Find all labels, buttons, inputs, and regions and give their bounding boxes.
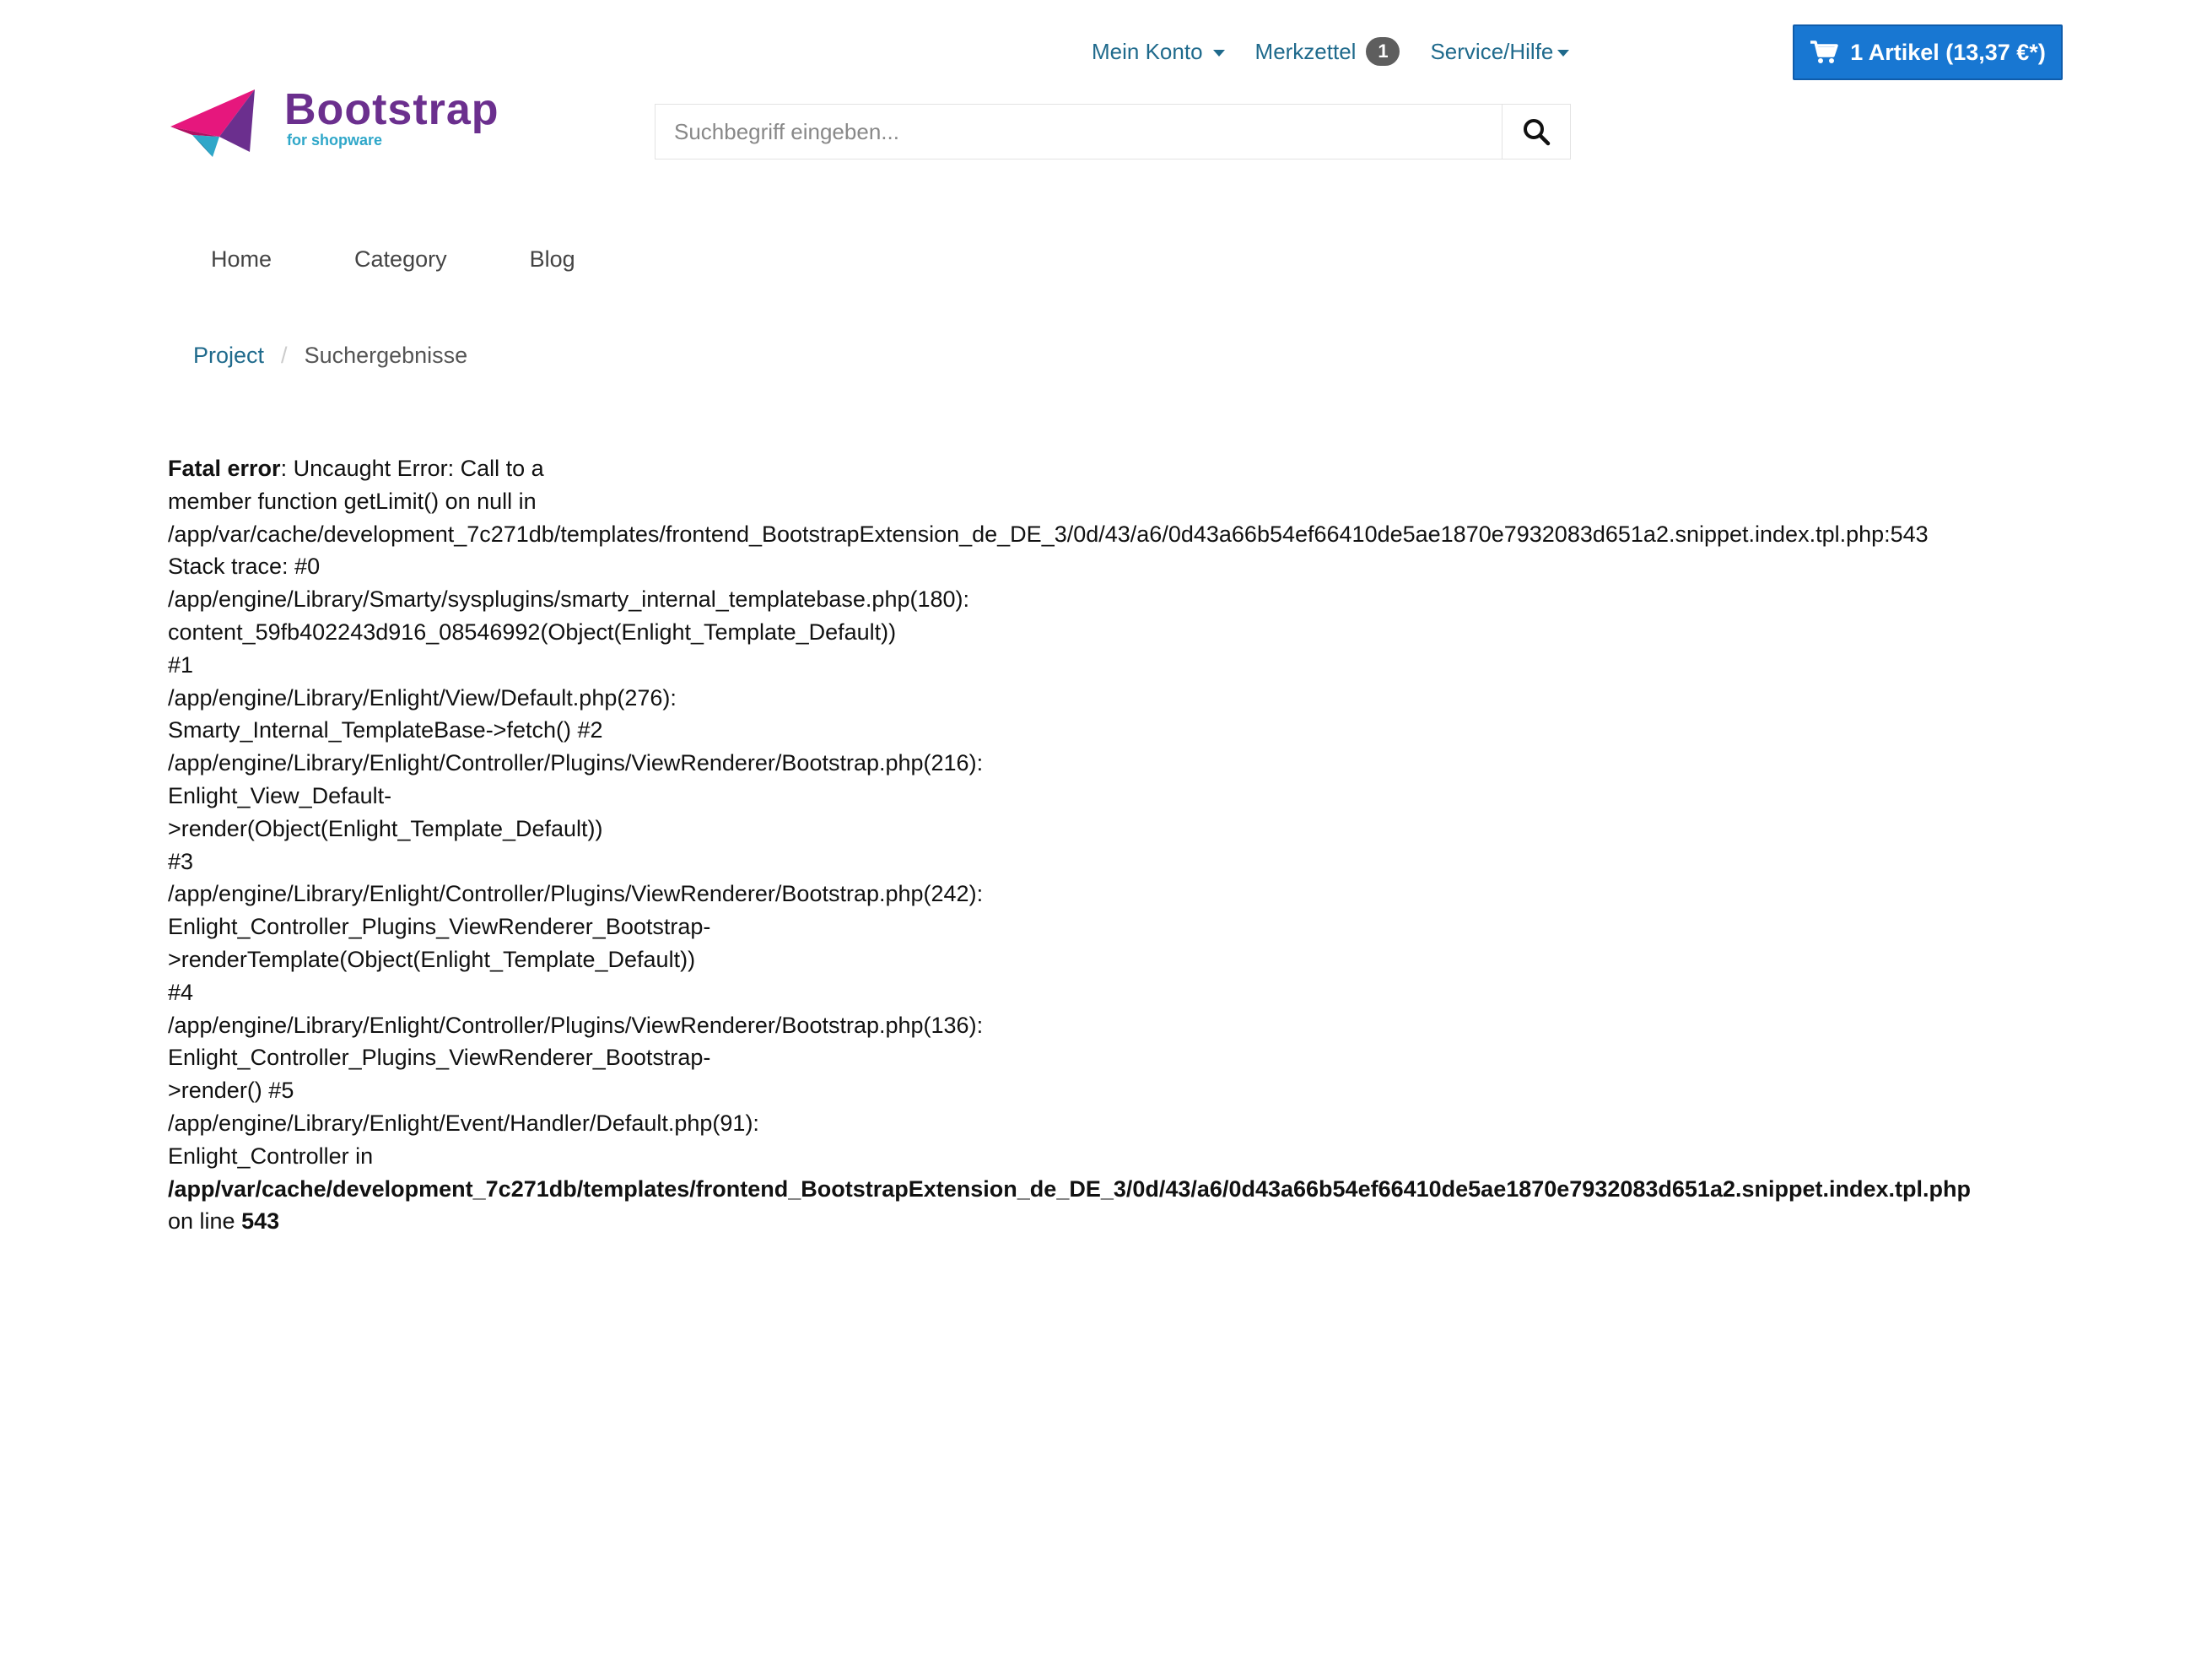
shopping-cart-icon: [1810, 40, 1838, 65]
wishlist-label: Merkzettel: [1254, 38, 1357, 64]
error-line: #4: [168, 979, 194, 1005]
error-line: [168, 452, 2176, 485]
breadcrumb-item-project[interactable]: Project: [193, 343, 265, 368]
error-line: /app/engine/Library/Smarty/sysplugins/smarty_internal_templatebase.php(180):: [168, 586, 970, 613]
error-line: Enlight_Controller_Plugins_ViewRenderer_Bootstrap-: [168, 1045, 711, 1071]
paper-plane-logo-icon: [169, 86, 262, 159]
service-label: Service/Hilfe: [1430, 38, 1554, 64]
error-text: : Uncaught Error: Call to a: [280, 456, 544, 481]
error-line: /app/engine/Library/Enlight/View/Default.php(276):: [168, 684, 677, 711]
logo-title: Bootstrap: [284, 85, 499, 134]
error-line: member function getLimit() on null in: [168, 488, 537, 514]
cart-button[interactable]: [1793, 24, 2063, 80]
breadcrumb-item-current: Suchergebnisse: [304, 343, 468, 368]
error-line: >renderTemplate(Object(Enlight_Template_Default)): [168, 946, 696, 972]
breadcrumb: [193, 343, 467, 369]
logo-subtitle: for shopware: [287, 132, 383, 149]
error-line: /app/engine/Library/Enlight/Controller/Plugins/ViewRenderer/Bootstrap.php(136):: [168, 1012, 984, 1038]
error-line: /app/engine/Library/Enlight/Controller/Plugins/ViewRenderer/Bootstrap.php(216):: [168, 750, 984, 776]
error-line: Enlight_Controller_Plugins_ViewRenderer_Bootstrap-: [168, 914, 711, 940]
search-button[interactable]: [1502, 105, 1570, 159]
error-line: content_59fb402243d916_08546992(Object(Enlight_Template_Default)): [168, 619, 897, 645]
error-line: /app/var/cache/development_7c271db/templates/frontend_BootstrapExtension_de_DE_3/0d/43/a6/0d43a66b54ef66410de5ae1870e7932083d651a2.snippet.index.tpl.php:543: [168, 521, 1929, 547]
logo[interactable]: [169, 84, 506, 160]
wishlist-count-badge: 1: [1366, 37, 1400, 66]
error-line: Stack trace: #0: [168, 554, 321, 580]
nav-item-category[interactable]: Category: [354, 246, 447, 272]
error-line: Enlight_View_Default-: [168, 782, 392, 808]
nav-item-blog[interactable]: Blog: [529, 246, 575, 272]
error-line: Enlight_Controller in: [168, 1143, 374, 1169]
breadcrumb-separator: /: [281, 343, 288, 368]
error-line: >render() #5: [168, 1078, 294, 1104]
search-input[interactable]: [656, 105, 1502, 159]
error-heading: Fatal error: [168, 456, 281, 481]
account-menu[interactable]: [1092, 39, 1225, 65]
error-line-number: 543: [241, 1208, 280, 1235]
on-line-label: on line: [168, 1208, 242, 1235]
error-line: #3: [168, 848, 194, 874]
error-file-path-line: [168, 1173, 2176, 1206]
caret-down-icon: [1557, 50, 1569, 57]
error-line: Smarty_Internal_TemplateBase->fetch() #2: [168, 717, 603, 743]
error-line: /app/engine/Library/Enlight/Controller/Plugins/ViewRenderer/Bootstrap.php(242):: [168, 881, 984, 907]
search-form: [655, 104, 1571, 159]
error-line: /app/engine/Library/Enlight/Event/Handler/Default.php(91):: [168, 1110, 759, 1136]
nav-item-home[interactable]: Home: [211, 246, 272, 272]
main-nav: [211, 246, 658, 273]
error-line: >render(Object(Enlight_Template_Default)): [168, 815, 603, 841]
error-message: [168, 452, 2176, 1238]
cart-label: 1 Artikel (13,37 €*): [1850, 39, 2046, 65]
caret-down-icon: [1213, 50, 1225, 57]
error-line: #1: [168, 651, 194, 678]
account-label: Mein Konto: [1092, 38, 1203, 64]
wishlist-link[interactable]: [1255, 37, 1400, 66]
error-line-number-line: [168, 1205, 2176, 1238]
service-menu[interactable]: [1430, 39, 1569, 65]
error-file-path: /app/var/cache/development_7c271db/templates/frontend_BootstrapExtension_de_DE_3/0d/43/a6/0d43a66b54ef66410de5ae1870e7932083d651a2.snippet.index.tpl.php: [168, 1175, 1971, 1202]
top-nav: [1092, 37, 1569, 66]
search-icon: [1522, 117, 1551, 146]
